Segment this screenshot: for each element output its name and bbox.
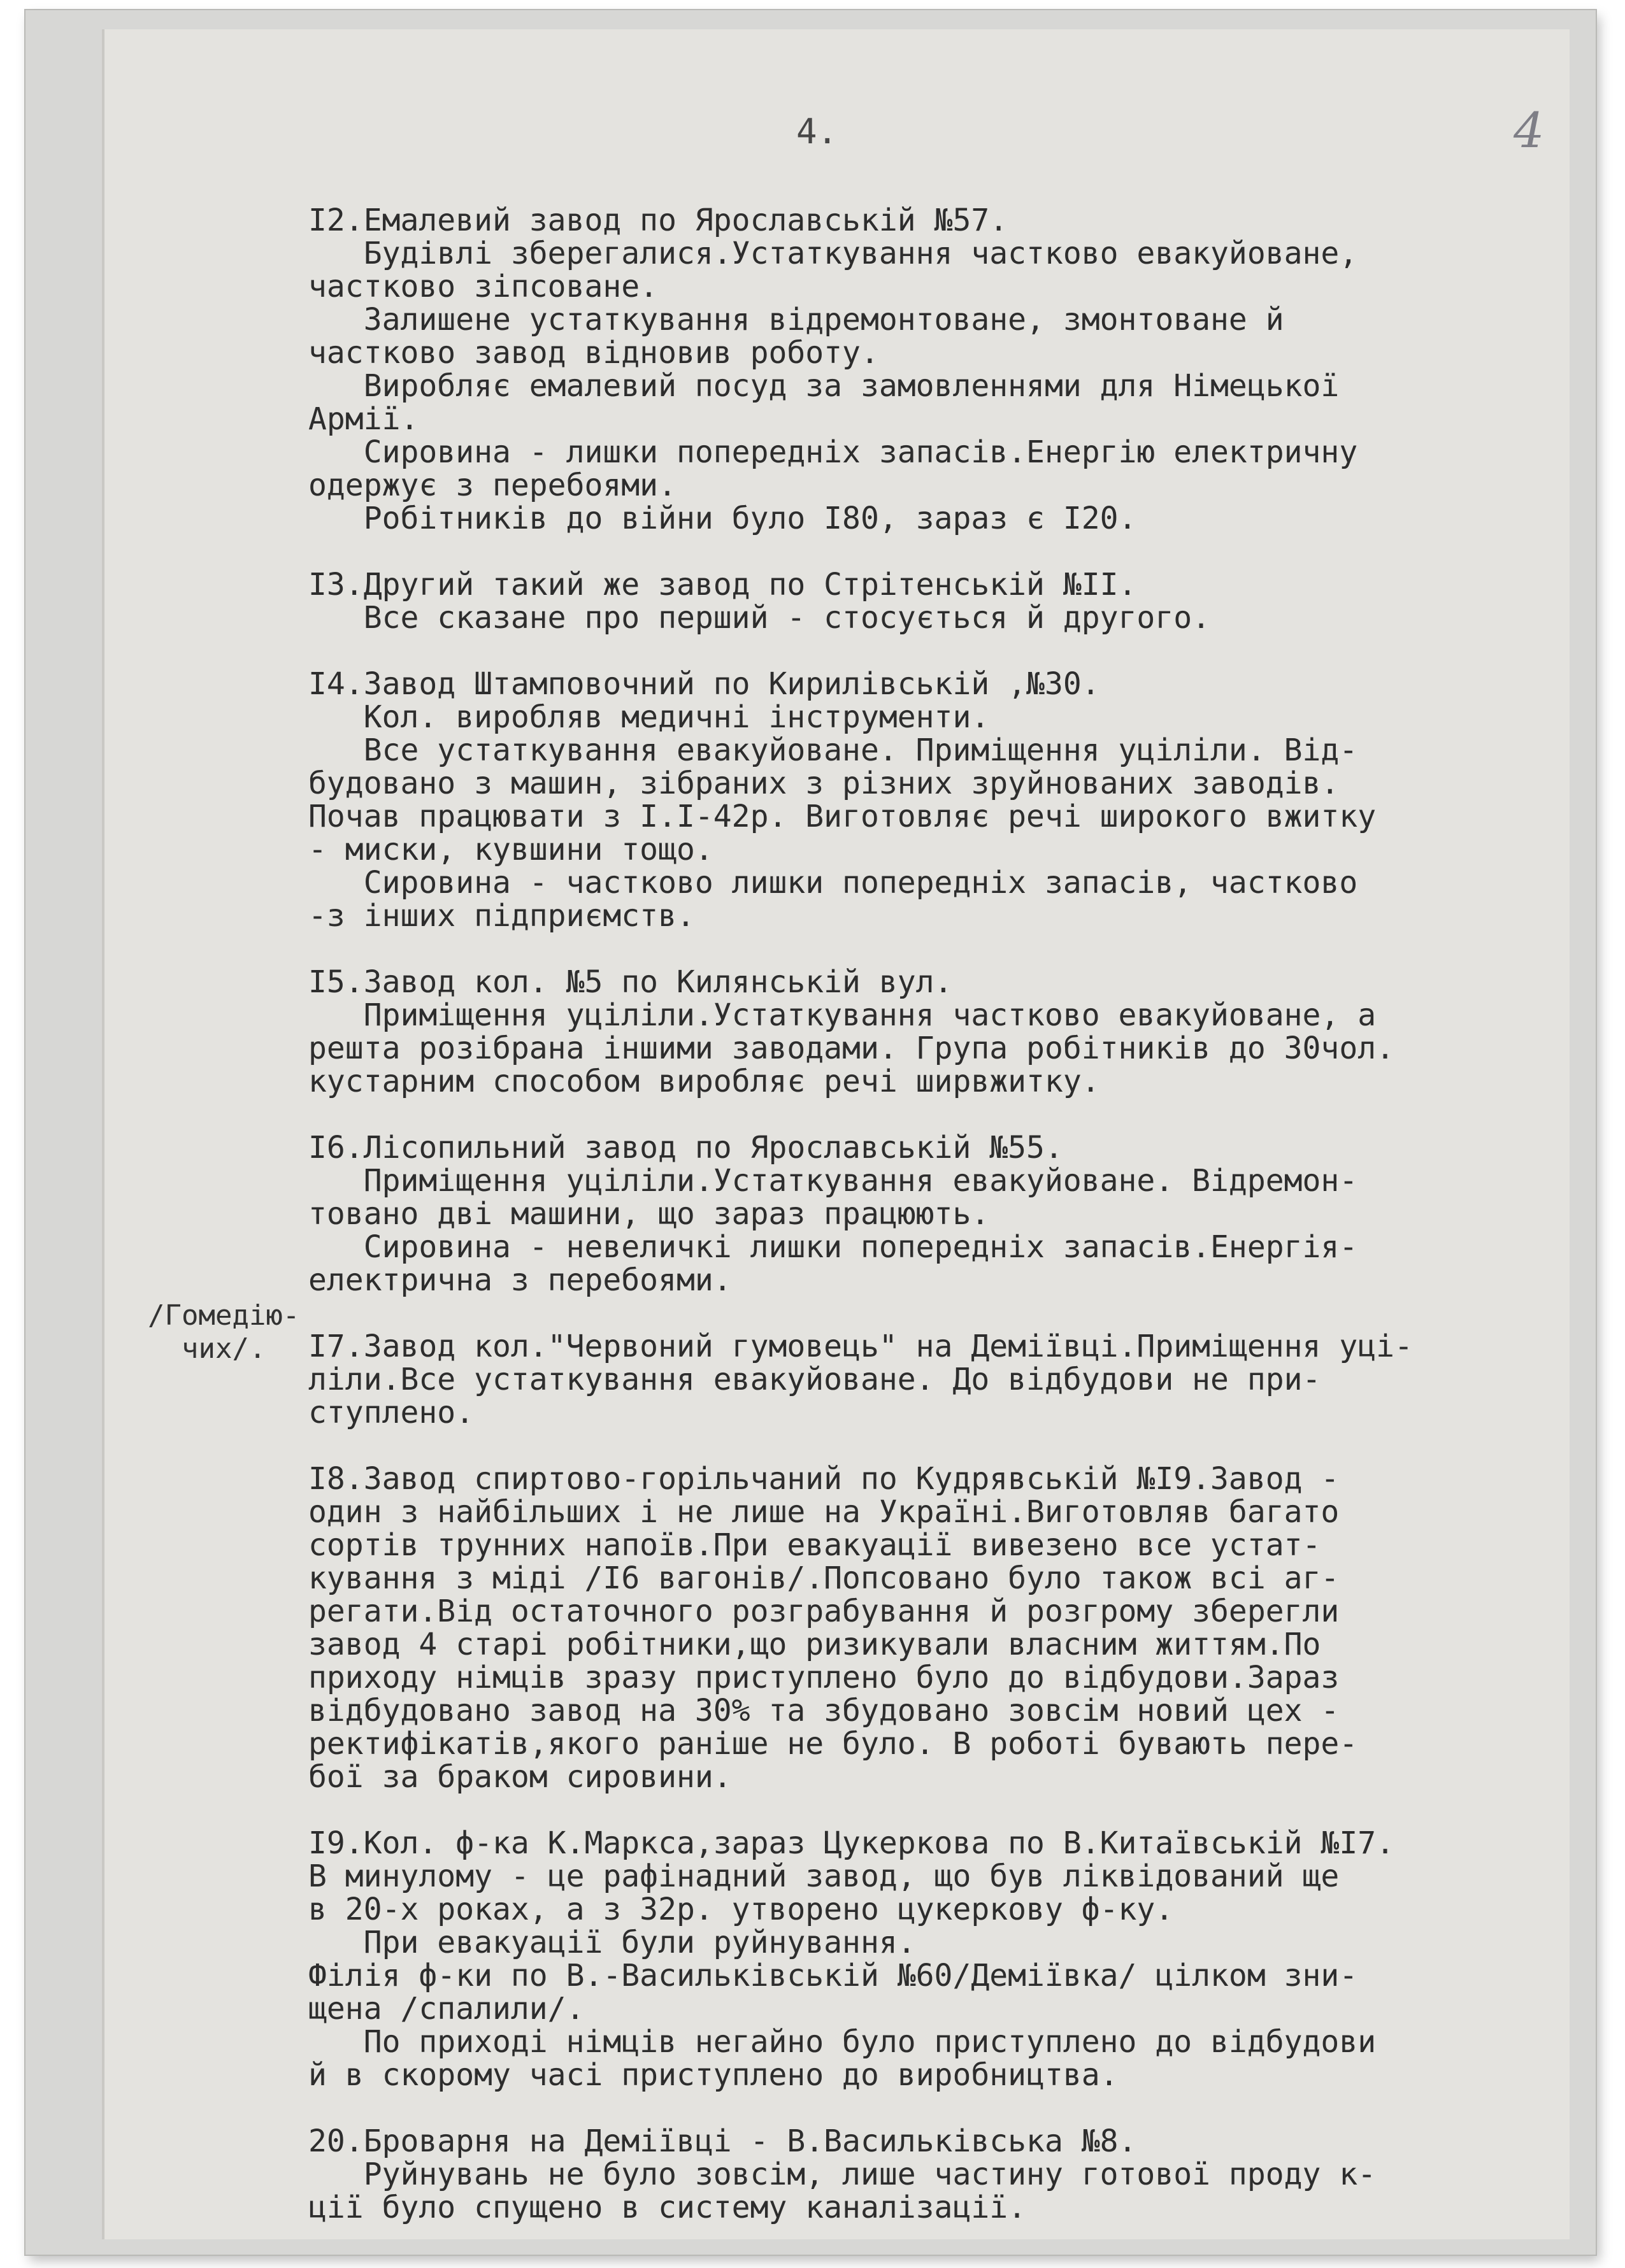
entry-line: Сировина - лишки попередніх запасів.Енергію електричну [308,434,1358,470]
entry-20 [308,2125,1576,2224]
entry-line: ректифікатів,якого раніше не було. В роботі бувають пере- [308,1726,1358,1762]
entry-line: Будівлі зберегалися.Устаткування частково евакуйоване, [308,236,1358,271]
entry-line: Все сказане про перший - стосується й другого. [308,600,1211,636]
entry-line: ступлено. [308,1395,475,1430]
margin-page-number: 4 [1514,102,1545,159]
entry-line: Приміщення уціліли.Устаткування евакуйоване. Відремон- [308,1163,1358,1199]
entry-line: I9.Кол. ф-ка К.Маркса,зараз Цукеркова по В.Китаївській №I7. [308,1825,1395,1861]
entry-17 [308,1330,1576,1429]
entry-line: один з найбільших і не лише на Україні.Виготовляв багато [308,1494,1340,1530]
entry-line: Кол. виробляв медичні інструменти. [308,699,990,735]
entry-line: щена /спалили/. [308,1991,585,2027]
entry-line: кустарним способом виробляє речі ширвжитку. [308,1064,1100,1099]
entry-line: сортів трунних напоїв.При евакуації вивезено все устат- [308,1527,1321,1563]
entry-line: При евакуації були руйнування. [308,1925,916,1960]
entry-line: I6.Лісопильний завод по Ярославській №55. [308,1130,1063,1166]
entry-12 [308,204,1576,535]
entry-14 [308,667,1576,932]
entry-line: Виробляє емалевий посуд за замовленнями для Німецької [308,368,1340,404]
entry-line: в 20-х роках, а з 32р. утворено цукеркову ф-ку. [308,1892,1174,1927]
entry-line: частково завод відновив роботу. [308,335,879,371]
page-number: 4. [796,111,838,152]
entry-line: Залишене устаткування відремонтоване, змонтоване й [308,302,1284,338]
entry-line: Робітників до війни було I80, зараз є I20. [308,501,1137,536]
entry-line: Приміщення уціліли.Устаткування частково евакуйоване, а [308,997,1377,1033]
entry-line: 20.Броварня на Деміївці - В.Васильківська №8. [308,2123,1137,2159]
entry-line: Армії. [308,401,419,437]
entry-line: будовано з машин, зібраних з різних зруйнованих заводів. [308,766,1340,801]
document-body [308,204,1576,2257]
entry-line: ції було спущено в систему каналізації. [308,2190,1027,2225]
entry-line: електрична з перебоями. [308,1262,732,1298]
entry-line: бої за браком сировини. [308,1759,732,1795]
entry-line: товано дві машини, що зараз працюють. [308,1196,990,1232]
entry-19 [308,1827,1576,2092]
entry-line: По приході німців негайно було приступлено до відбудови [308,2024,1377,2060]
entry-line: частково зіпсоване. [308,269,659,304]
entry-line: ліли.Все устаткування евакуйоване. До відбудови не при- [308,1362,1321,1397]
entry-line: I5.Завод кол. №5 по Килянській вул. [308,964,953,1000]
entry-line: I4.Завод Штамповочний по Кирилівській ,№30. [308,666,1100,702]
entry-line: приходу німців зразу приступлено було до відбудови.Зараз [308,1660,1340,1695]
entry-line: й в скорому часі приступлено до виробництва. [308,2057,1119,2093]
entry-line: - миски, кувшини тощо. [308,832,713,867]
entry-line: відбудовано завод на 30% та збудовано зовсім новий цех - [308,1693,1340,1729]
entry-line: I3.Другий такий же завод по Стрітенській №II. [308,567,1137,603]
entry-line: регати.Від остаточного розграбування й розгрому зберегли [308,1594,1340,1629]
entry-line: Почав працювати з I.I-42р. Виготовляє речі широкого вжитку [308,799,1377,834]
entry-13 [308,568,1576,634]
entry-line: Сировина - частково лишки попередніх запасів, частково [308,865,1358,901]
entry-18 [308,1462,1576,1794]
entry-line: В минулому - це рафінадний завод, що був ліквідований ще [308,1858,1340,1894]
entry-line: Філія ф-ки по В.-Васильківській №60/Деміївка/ цілком зни- [308,1958,1358,1993]
margin-note: /Гомедію- чих/. [148,1299,300,1365]
entry-line: завод 4 старі робітники,що ризикували власним життям.По [308,1627,1321,1662]
entry-line: Все устаткування евакуйоване. Приміщення уціліли. Від- [308,732,1358,768]
entry-line: -з інших підприємств. [308,898,695,934]
entry-line: I2.Емалевий завод по Ярославській №57. [308,203,1008,238]
entry-line: одержує з перебоями. [308,467,676,503]
entry-line: I7.Завод кол."Червоний гумовець" на Деміївці.Приміщення уці- [308,1329,1413,1364]
entry-line: решта розібрана іншими заводами. Група робітників до 30чол. [308,1031,1395,1066]
entry-15 [308,966,1576,1098]
entry-line: Сировина - невеличкі лишки попередніх запасів.Енергія- [308,1229,1358,1265]
entry-line: кування з міді /I6 вагонів/.Попсовано було також всі аг- [308,1560,1340,1596]
entry-line: Руйнувань не було зовсім, лише частину готової проду к- [308,2157,1377,2192]
entry-line: I8.Завод спиртово-горільчаний по Кудрявській №I9.Завод - [308,1461,1340,1497]
entry-16 [308,1131,1576,1297]
